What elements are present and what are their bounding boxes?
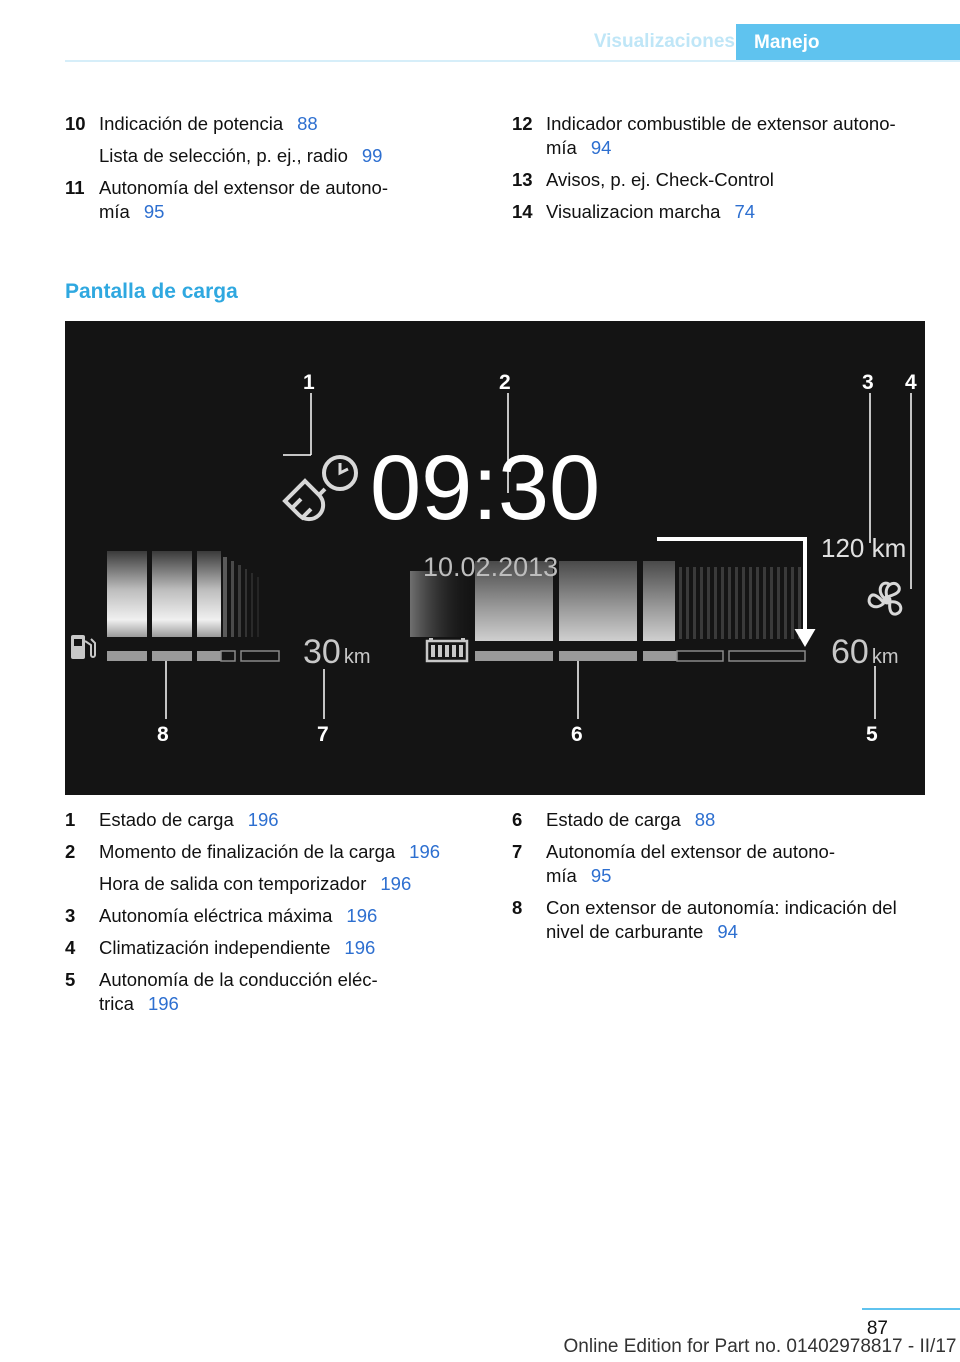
legend-number: 3	[65, 905, 76, 926]
legend-list-top-left	[65, 112, 465, 232]
battery-level-seg-2	[559, 651, 637, 661]
page-reference-link[interactable]: 196	[147, 993, 179, 1014]
range-extender-range: 30 km	[303, 633, 371, 671]
max-electric-range: 120 km	[821, 533, 907, 563]
legend-text: Momento de finalización de la carga	[99, 841, 396, 862]
page-reference-link[interactable]: 88	[297, 113, 318, 134]
legend-text-line2: nivel de carburante	[546, 921, 704, 942]
legend-number: 12	[512, 113, 533, 134]
charging-display-figure	[65, 321, 925, 795]
legend-item	[65, 968, 475, 1016]
section-title: Pantalla de carga	[65, 280, 238, 303]
legend-number: 10	[65, 113, 86, 134]
legend-item	[65, 112, 465, 136]
charging-display-image	[65, 321, 925, 795]
footer-rule	[862, 1308, 960, 1310]
page-reference-link[interactable]: 196	[346, 905, 378, 926]
legend-number: 13	[512, 169, 533, 190]
header-rule	[65, 60, 960, 62]
legend-item	[512, 200, 932, 224]
battery-bar-stripes	[679, 567, 801, 639]
legend-text-line2: mía	[546, 865, 577, 886]
edition-text: Online Edition for Part no. 01402978817 - II/17	[563, 1336, 957, 1357]
battery-icon	[427, 638, 467, 661]
battery-level-seg-4	[729, 651, 805, 661]
legend-item	[512, 840, 932, 888]
legend-item	[65, 808, 475, 832]
legend-text: Climatización independiente	[99, 937, 331, 958]
legend-number: 5	[65, 969, 76, 990]
charging-end-time: 09:30	[370, 437, 601, 539]
legend-item	[65, 936, 475, 960]
legend-subitem	[65, 872, 475, 896]
legend-list-bottom-left	[65, 808, 475, 1024]
page-reference-link[interactable]: 196	[344, 937, 376, 958]
page-reference-link[interactable]: 196	[247, 809, 279, 830]
fuel-level-seg-1	[107, 651, 147, 661]
fuel-level-seg-3	[197, 651, 221, 661]
callout-1: 1	[303, 371, 315, 394]
fuel-bar-3	[197, 551, 221, 637]
legend-number: 6	[512, 809, 523, 830]
header-chapter-tab[interactable]: Manejo	[736, 24, 960, 61]
legend-text: Hora de salida con temporizador	[99, 873, 367, 894]
legend-number: 2	[65, 841, 76, 862]
legend-list-top-right	[512, 112, 932, 232]
page-reference-link[interactable]: 88	[694, 809, 716, 830]
electric-drive-range: 60 km	[831, 633, 899, 671]
battery-level-seg-3	[643, 651, 677, 661]
battery-bar-3	[643, 561, 675, 641]
page-reference-link[interactable]: 95	[590, 865, 612, 886]
callout-5: 5	[866, 723, 878, 746]
legend-text-line1: Indicador combustible de extensor autono-	[546, 113, 896, 134]
fuel-bar-1	[107, 551, 147, 637]
fuel-level-seg-2	[152, 651, 192, 661]
page-reference-link[interactable]: 99	[361, 145, 383, 166]
legend-number: 14	[512, 201, 533, 222]
legend-text-line1: Con extensor de autonomía: indicación del	[546, 897, 897, 918]
legend-number: 8	[512, 897, 523, 918]
legend-text: Indicación de potencia	[99, 113, 284, 134]
fuel-bar-fade	[223, 557, 259, 637]
charging-plug-clock-icon	[285, 457, 356, 519]
legend-item	[512, 112, 932, 160]
legend-subitem	[65, 144, 465, 168]
legend-number: 7	[512, 841, 523, 862]
legend-text: Lista de selección, p. ej., radio	[99, 145, 348, 166]
legend-text: Visualizacion marcha	[546, 201, 721, 222]
legend-item	[512, 896, 932, 944]
legend-number: 1	[65, 809, 76, 830]
callout-3: 3	[862, 371, 874, 394]
callout-8: 8	[157, 723, 169, 746]
legend-text: Estado de carga	[99, 809, 234, 830]
legend-item	[65, 840, 475, 864]
legend-number: 11	[65, 177, 85, 198]
charging-date: 10.02.2013	[423, 552, 559, 582]
fan-icon	[869, 583, 901, 614]
legend-text: Estado de carga	[546, 809, 681, 830]
page-reference-link[interactable]: 94	[717, 921, 738, 942]
legend-item	[512, 808, 932, 832]
page-reference-link[interactable]: 74	[734, 201, 756, 222]
legend-item	[65, 904, 475, 928]
legend-text-line1: Autonomía del extensor de autono-	[99, 177, 388, 198]
legend-text-line2: mía	[546, 137, 577, 158]
legend-text: Avisos, p. ej. Check-Control	[546, 169, 774, 190]
legend-text: Autonomía eléctrica máxima	[99, 905, 333, 926]
battery-level-seg-1	[475, 651, 553, 661]
fuel-pump-icon	[71, 635, 95, 659]
page-reference-link[interactable]: 94	[590, 137, 612, 158]
header-section-label: Visualizaciones	[593, 31, 735, 52]
legend-item	[512, 168, 932, 192]
battery-bar-2	[559, 561, 637, 641]
callout-4: 4	[905, 371, 917, 394]
page-reference-link[interactable]: 196	[380, 873, 412, 894]
callout-6: 6	[571, 723, 583, 746]
callout-7: 7	[317, 723, 329, 746]
page-reference-link[interactable]: 196	[409, 841, 441, 862]
legend-number: 4	[65, 937, 76, 958]
fuel-level-seg-4	[241, 651, 279, 661]
legend-text-line1: Autonomía de la conducción eléc-	[99, 969, 378, 990]
callout-2: 2	[499, 371, 511, 394]
legend-text-line2: trica	[99, 993, 134, 1014]
legend-text-line2: mía	[99, 201, 130, 222]
legend-list-bottom-right	[512, 808, 932, 952]
legend-text-line1: Autonomía del extensor de autono-	[546, 841, 835, 862]
page-number: 87	[866, 1318, 888, 1339]
page-reference-link[interactable]: 95	[143, 201, 165, 222]
fuel-bar-2	[152, 551, 192, 637]
legend-item	[65, 176, 465, 224]
